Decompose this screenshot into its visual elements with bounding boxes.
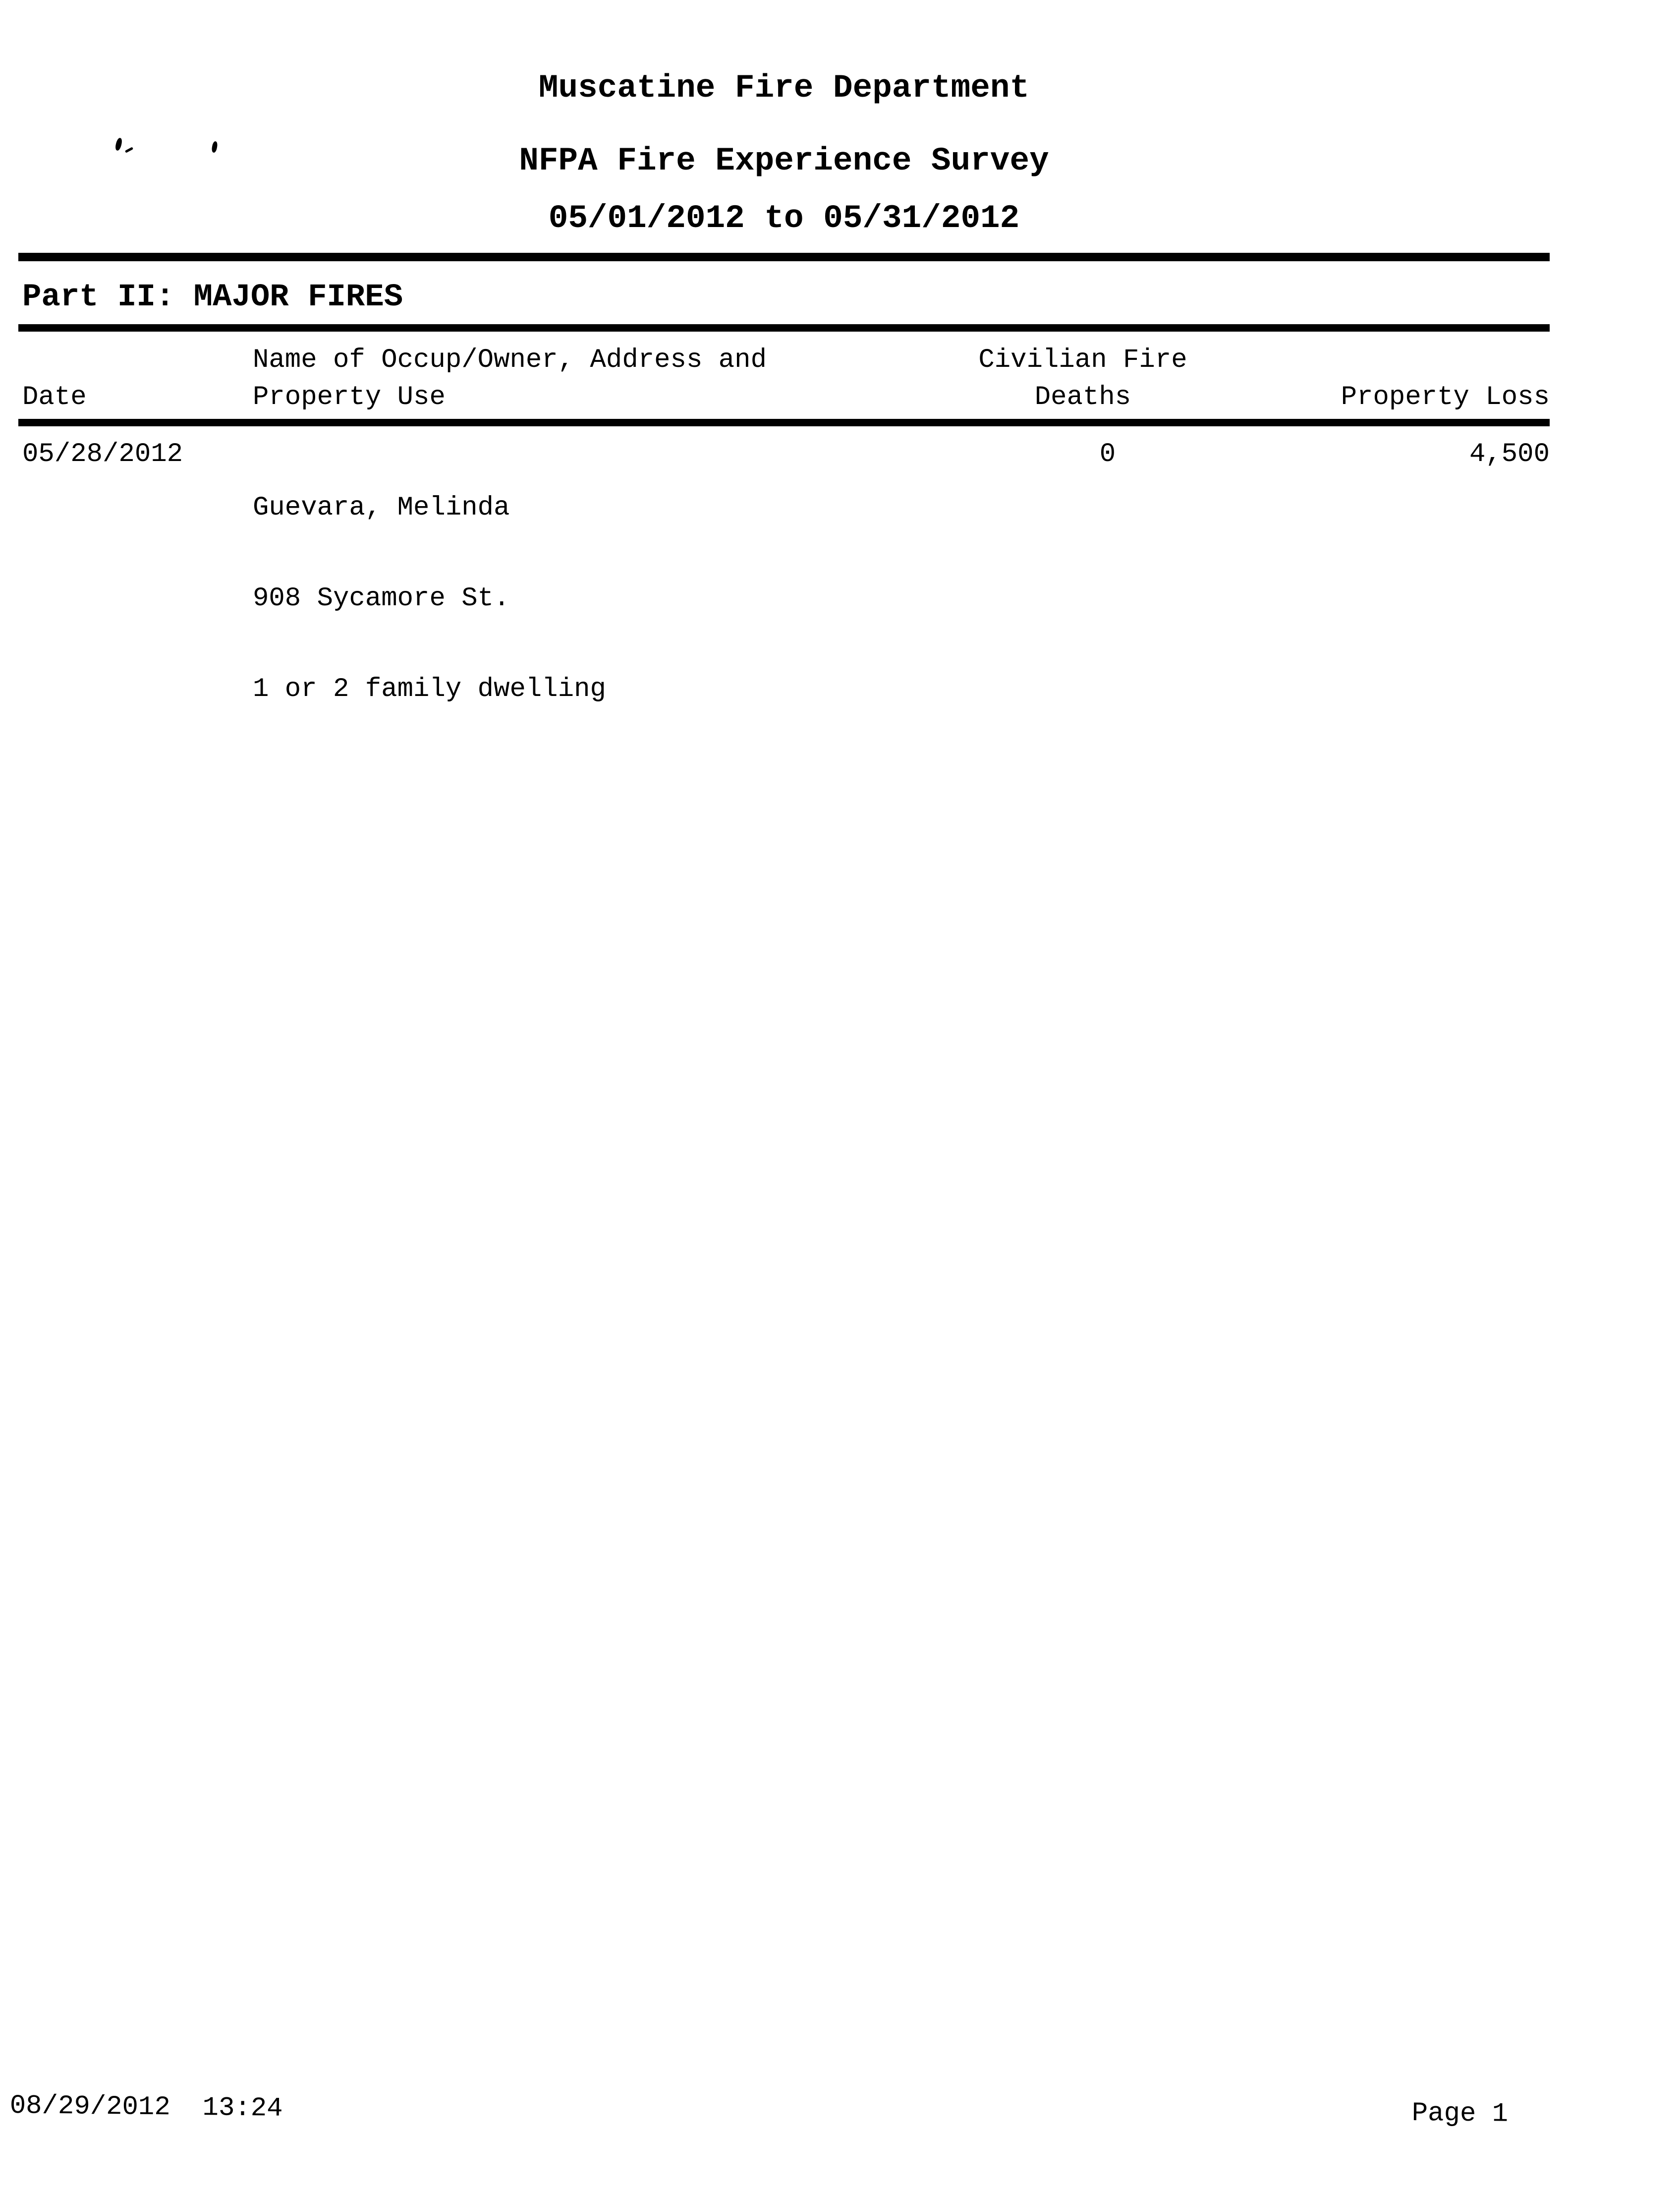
row-property-use: 1 or 2 family dwelling	[253, 674, 606, 704]
table-row	[253, 441, 606, 767]
divider-header	[18, 419, 1550, 426]
column-header-deaths-line2: Deaths	[1034, 382, 1131, 412]
column-header-property-loss: Property Loss	[1341, 382, 1550, 412]
row-address: 908 Sycamore St.	[253, 583, 510, 614]
print-timestamp: 08/29/2012 13:24	[9, 2091, 283, 2124]
report-subtitle: NFPA Fire Experience Survey	[519, 142, 1049, 179]
row-date: 05/28/2012	[22, 439, 183, 469]
section-title: Part II: MAJOR FIRES	[22, 280, 403, 315]
divider-top	[18, 253, 1550, 261]
report-title: Muscatine Fire Department	[538, 69, 1030, 107]
column-header-deaths-line1: Civilian Fire	[978, 345, 1187, 375]
row-civilian-fire-deaths: 0	[1099, 439, 1116, 469]
column-header-name-line1: Name of Occup/Owner, Address and	[253, 345, 767, 375]
divider-section	[18, 324, 1550, 332]
row-property-loss: 4,500	[1469, 439, 1550, 469]
column-header-name-line2: Property Use	[253, 382, 446, 412]
column-header-date: Date	[22, 382, 87, 412]
row-occupant-name: Guevara, Melinda	[253, 493, 510, 523]
report-date-range: 05/01/2012 to 05/31/2012	[548, 200, 1020, 237]
page-number: Page 1	[1411, 2098, 1509, 2130]
